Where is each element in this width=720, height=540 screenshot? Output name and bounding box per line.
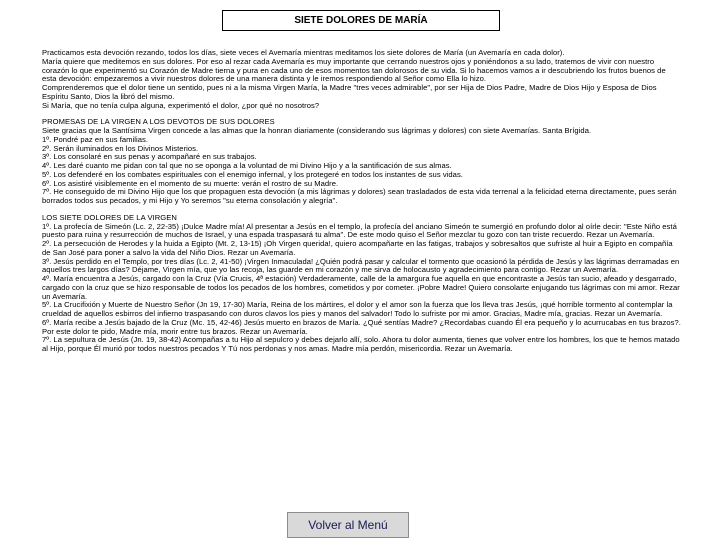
sorrow-item: 4º. María encuentra a Jesús, cargado con la Cruz (Vía Crucis, 4ª estación) Verdaderamente, calle de la amargura fue aquella en que encontraste a Jesús tan sucio, afeado y desgarrado, cargado con la cruz que se hizo responsable de todos los pecados de los hombres, cometidos y por cometer. ¡Pobre Madre! Quiero consolarte enjugando tus lágrimas con mi amor. Rezar un Avemaría. xyxy=(42,274,680,301)
sorrows-heading: LOS SIETE DOLORES DE LA VIRGEN xyxy=(42,212,177,222)
sorrow-item: 6º. María recibe a Jesús bajado de la Cruz (Mc. 15, 42-46) Jesús muerto en brazos de María. ¿Qué sentías Madre? ¿Recordabas cuando Él era pequeño y lo acurrucabas en tus brazos?. Por este dolor te pido, Madre mía, morir entre tus brazos. Rezar un Avemaría. xyxy=(42,317,681,336)
intro-paragraph: Comprenderemos que el dolor tiene un sentido, pues ni a la misma Virgen María, la Madre "tres veces admirable", por ser Hija de Dios Padre, Madre de Dios Hijo y Esposa de Dios Espíritu Santo, Dios la libró del mismo. xyxy=(42,83,657,101)
intro-paragraph: María quiere que meditemos en sus dolores. Por eso al rezar cada Avemaría es muy importante que cerrando nuestros ojos y poniéndonos a su lado, tratemos de vivir con nuestro corazón lo que experimentó su Corazón de Madre tierna y pura en cada uno de esos momentos tan dolorosos de su vida. Si lo hacemos vamos a ir descubriendo los frutos buenos de esta devoción: empezaremos a vivir nuestros dolores de una manera distinta y le iremos respondiendo al Señor como Ella lo hizo. xyxy=(42,56,666,84)
sorrow-item: 1º. La profecía de Simeón (Lc. 2, 22-35) ¡Dulce Madre mía! Al presentar a Jesús en el templo, la profecía del anciano Simeón te sumergió en profundo dolor al oírle decir: "Este Niño está puesto para ruina y resurrección de muchos de Israel, y una espada traspasará tu alma". De este modo quiso el Señor mezclar tu gozo con tan triste recuerdo. Rezar un Avemaría. xyxy=(42,221,677,240)
intro-paragraph: Si María, que no tenía culpa alguna, experimentó el dolor, ¿por qué no nosotros? xyxy=(42,100,320,110)
back-to-menu-button[interactable]: Volver al Menú xyxy=(287,512,409,538)
promises-heading: PROMESAS DE LA VIRGEN A LOS DEVOTOS DE SUS DOLORES xyxy=(42,117,275,127)
page-title: SIETE DOLORES DE MARÍA xyxy=(222,10,500,31)
promise-item: 1º. Pondré paz en sus familias. xyxy=(42,134,149,144)
document-body xyxy=(42,49,682,354)
promise-item: 7º. He conseguido de mi Divino Hijo que los que propaguen esta devoción (a mis lágrimas y dolores) sean trasladados de esta vida terrenal a la felicidad eterna directamente, pues serán borrados todos sus pecados, y mi Hijo y Yo seremos "su eterna consolación y alegría". xyxy=(42,187,677,205)
promise-item: 3º. Los consolaré en sus penas y acompañaré en sus trabajos. xyxy=(42,152,257,162)
sorrow-item: 7º. La sepultura de Jesús (Jn. 19, 38-42) Acompañas a tu Hijo al sepulcro y debes dejarlo allí, solo. Ahora tu dolor aumenta, tienes que volver entre los hombres, los que te hemos matado al Hijo, porque Él murió por todos nuestros pecados Y Tú nos perdonas y nos amas. Madre mía perdón, misericordia. Rezar un Avemaría. xyxy=(42,335,680,353)
promise-item: 2º. Serán iluminados en los Divinos Misterios. xyxy=(42,143,199,153)
sorrow-item: 2º. La persecución de Herodes y la huida a Egipto (Mt. 2, 13-15) ¡Oh Virgen querida!, quiero acompañarte en las fatigas, trabajos y sobresaltos que sufriste al huir a Egipto en compañía de San José para poner a salvo la vida del Niño Dios. Rezar un Avemaría. xyxy=(42,239,673,257)
promise-item: 5º. Los defenderé en los combates espirituales con el enemigo infernal, y los protegeré en todos los instantes de sus vidas. xyxy=(42,169,463,179)
promise-item: 6º. Los asistiré visiblemente en el momento de su muerte: verán el rostro de su Madre. xyxy=(42,178,339,188)
intro-paragraph: Practicamos esta devoción rezando, todos los días, siete veces el Avemaría mientras meditamos los siete dolores de María (un Avemaría en cada dolor). xyxy=(42,48,565,57)
promise-item: 4º. Les daré cuanto me pidan con tal que no se oponga a la voluntad de mi Divino Hijo y a la santificación de sus almas. xyxy=(42,161,452,170)
sorrow-item: 5º. La Crucifixión y Muerte de Nuestro Señor (Jn 19, 17-30) María, Reina de los mártires, el dolor y el amor son la fuerza que los lleva tras Jesús, ¡qué horrible tormento al contemplar la crueldad de aquellos esbirros del infierno traspasando con duros clavos los pies y manos del salvador! Todo lo sufriste por mi amor. Gracias, Madre mía, gracias. Rezar un Avemaría. xyxy=(42,300,673,318)
sorrow-item: 3º. Jesús perdido en el Templo, por tres días (Lc. 2, 41-50) ¡Virgen Inmaculada! ¿Quién podrá pasar y calcular el tormento que ocasionó la pérdida de Jesús y las lágrimas derramadas en aquellos tres largos días? Déjame, Virgen mía, que yo las recoja, las guarde en mi corazón y me sirva de holocausto y agradecimiento para contigo. Rezar un Avemaría. xyxy=(42,256,680,275)
promises-intro: Siete gracias que la Santísima Virgen concede a las almas que la honran diariamente (considerando sus lágrimas y dolores) con siete Avemarías. Santa Brígida. xyxy=(42,126,592,135)
